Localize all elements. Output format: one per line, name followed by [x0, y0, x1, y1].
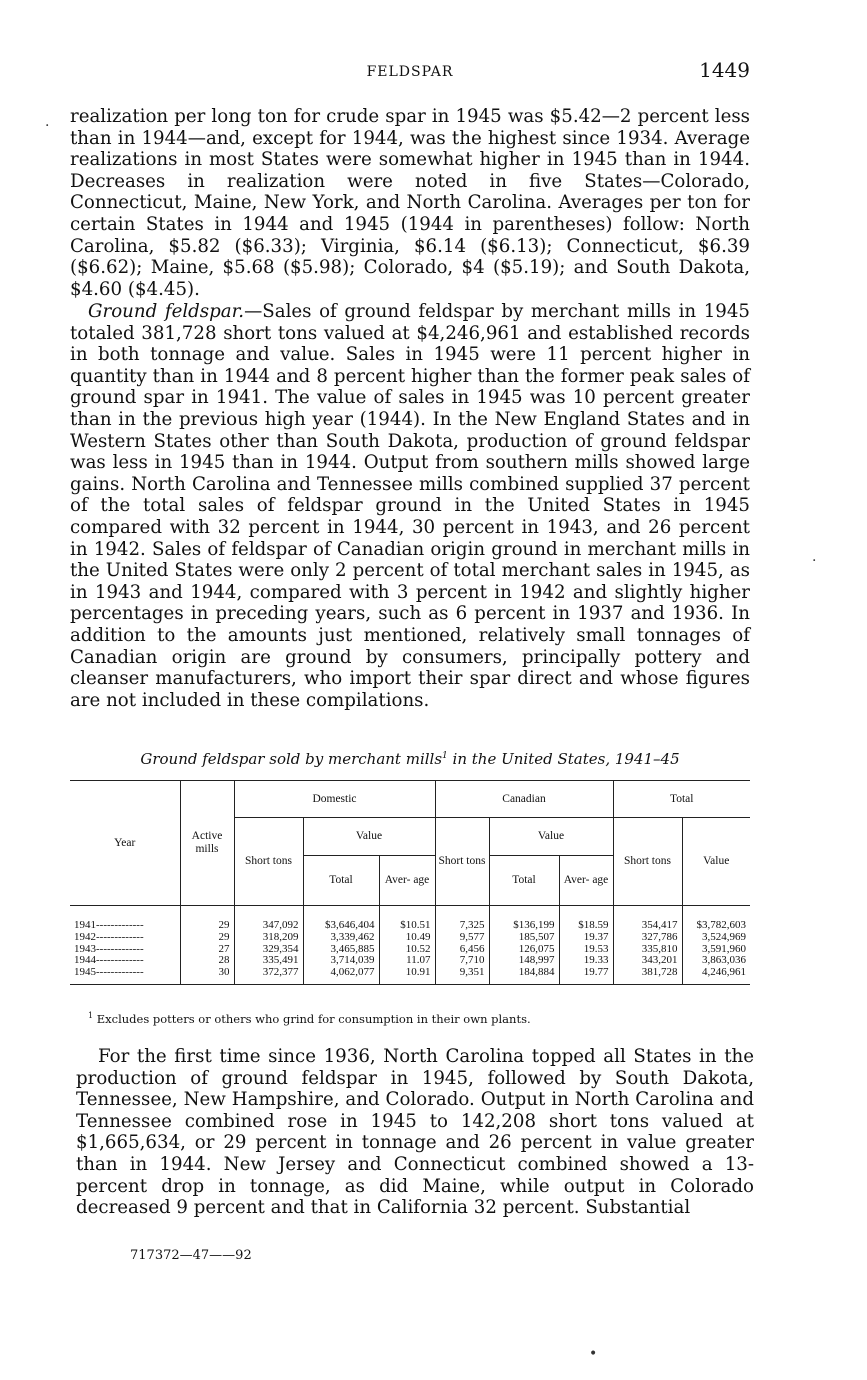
header-canadian: Canadian — [435, 781, 613, 818]
header-active-mills: Active mills — [180, 781, 234, 906]
header-canadian-average: Aver- age — [559, 856, 613, 906]
cell-c-total: 148,997 — [489, 955, 559, 967]
feldspar-sales-table — [70, 780, 750, 985]
cell-t-value: $3,782,603 — [682, 906, 750, 932]
cell-c-avg: 19.37 — [559, 932, 613, 944]
cell-t-tons: 343,201 — [613, 955, 682, 967]
cell-t-value: 4,246,961 — [682, 967, 750, 984]
header-domestic: Domestic — [234, 781, 435, 818]
table-caption — [70, 750, 750, 768]
cell-d-avg: 10.49 — [379, 932, 435, 944]
cell-d-total: $3,646,404 — [303, 906, 379, 932]
print-code: 717372—47——92 — [130, 1248, 252, 1263]
cell-year: 1943------------- — [74, 943, 144, 955]
cell-t-tons: 354,417 — [613, 906, 682, 932]
header-domestic-average: Aver- age — [379, 856, 435, 906]
cell-d-tons: 347,092 — [234, 906, 303, 932]
footnote-mark: 1 — [88, 1011, 94, 1020]
cell-t-tons: 327,786 — [613, 932, 682, 944]
cell-year: 1945------------- — [74, 967, 144, 979]
table-caption-text: Ground feldspar sold by merchant mills — [140, 750, 443, 768]
cell-c-tons: 9,577 — [435, 932, 489, 944]
header-domestic-value: Value — [303, 818, 435, 856]
body-paragraph-2 — [70, 301, 750, 711]
cell-year: 1941------------- — [70, 906, 180, 932]
header-total-short-tons: Short tons — [613, 818, 682, 906]
cell-year: 1944------------- — [74, 955, 144, 967]
cell-c-avg: 19.33 — [559, 955, 613, 967]
table-body — [70, 906, 750, 985]
cell-t-value: 3,863,036 — [682, 955, 750, 967]
section-lead-ground-feldspar: Ground feldspar. — [88, 301, 245, 322]
table-footnote — [88, 1011, 531, 1026]
header-canadian-value: Value — [489, 818, 613, 856]
cell-c-avg: 19.53 — [559, 944, 613, 956]
page-number: 1449 — [699, 58, 750, 82]
cell-d-tons: 335,491 — [234, 955, 303, 967]
cell-c-total: $136,199 — [489, 906, 559, 932]
cell-d-total: 4,062,077 — [303, 967, 379, 984]
stray-mark: • — [589, 1346, 598, 1362]
cell-mills: 30 — [180, 967, 234, 984]
cell-d-avg: 10.91 — [379, 967, 435, 984]
running-title: FELDSPAR — [366, 64, 454, 80]
header-domestic-value-total: Total — [303, 856, 379, 906]
cell-d-total: 3,339,462 — [303, 932, 379, 944]
header-total: Total — [613, 781, 750, 818]
table-row — [70, 932, 750, 944]
cell-c-tons: 7,710 — [435, 955, 489, 967]
cell-c-tons: 6,456 — [435, 944, 489, 956]
cell-t-value: 3,591,960 — [682, 944, 750, 956]
body-paragraph-1: realization per long ton for crude spar in 1945 was $5.42—2 percent less than in 1944—and, except for 1944, was the highest since 1934. Average realizations in most States were somewhat higher in 1945 than in 1944. Decreases in realization were noted in five States—Colorado, Connecticut, Maine, New York, and North Carolina. Averages per ton for certain States in 1944 and 1945 (1944 in parentheses) follow: North Carolina, $5.82 ($6.33); Virginia, $6.14 ($6.13); Connecticut, $6.39 ($6.62); Maine, $5.68 ($5.98); Colorado, $4 ($5.19); and South Dakota, $4.60 ($4.45). — [70, 106, 750, 300]
body-paragraph-2-text: —Sales of ground feldspar by merchant mills in 1945 totaled 381,728 short tons valued at $4,246,961 and established records in both tonnage and value. Sales in 1945 were 11 percent higher in quantity than in 1944 and 8 percent higher than the former peak sales of ground spar in 1941. The value of sales in 1945 was 10 percent greater than in the previous high year (1944). In the New England States and in Western States other than South Dakota, production of ground feldspar was less in 1945 than in 1944. Output from southern mills showed large gains. North Carolina and Tennessee mills combined supplied 37 percent of the total sales of feldspar ground in the United States in 1945 compared with 32 percent in 1944, 30 percent in 1943, and 26 percent in 1942. Sales of feldspar of Canadian origin ground in merchant mills in the United States were only 2 percent of total merchant sales in 1945, as in 1943 and 1944, compared with 3 percent in 1942 and slightly higher percentages in preceding years, such as 6 percent in 1937 and 1936. In addition to the amounts just mentioned, relatively small tonnages of Canadian origin are ground by consumers, principally pottery and cleanser manufacturers, who import their spar direct and whose figures are not included in these compilations. — [70, 301, 750, 711]
cell-t-tons: 335,810 — [613, 944, 682, 956]
cell-mills: 29 — [180, 906, 234, 932]
footnote-text: Excludes potters or others who grind for consumption in their own plants. — [93, 1011, 531, 1026]
cell-c-tons: 9,351 — [435, 967, 489, 984]
header-canadian-value-total: Total — [489, 856, 559, 906]
cell-d-tons: 372,377 — [234, 967, 303, 984]
header-domestic-short-tons: Short tons — [234, 818, 303, 906]
table-caption-footnote-ref: 1 — [442, 751, 448, 761]
body-paragraph-3: For the first time since 1936, North Carolina topped all States in the production of ground feldspar in 1945, followed by South Dakota, Tennessee, New Hampshire, and Colorado. Output in North Carolina and Tennessee combined rose in 1945 to 142,208 short tons valued at $1,665,634, or 29 percent in tonnage and 26 percent in value greater than in 1944. New Jersey and Connecticut combined showed a 13-percent drop in tonnage, as did Maine, while output in Colorado decreased 9 percent and that in California 32 percent. Substantial — [76, 1046, 754, 1219]
cell-d-avg: 11.07 — [379, 955, 435, 967]
cell-c-total: 184,884 — [489, 967, 559, 984]
table-caption-text-end: in the United States, 1941–45 — [447, 750, 680, 768]
cell-mills: 29 — [180, 932, 234, 944]
table-row — [70, 906, 750, 932]
cell-d-avg: $10.51 — [379, 906, 435, 932]
cell-c-avg: $18.59 — [559, 906, 613, 932]
cell-d-total: 3,714,039 — [303, 955, 379, 967]
cell-d-tons: 329,354 — [234, 944, 303, 956]
cell-d-avg: 10.52 — [379, 944, 435, 956]
cell-mills: 27 — [180, 944, 234, 956]
stray-mark: · — [45, 118, 50, 134]
cell-c-total: 126,075 — [489, 944, 559, 956]
stray-mark: · — [812, 553, 817, 569]
cell-year: 1942------------- — [74, 931, 144, 943]
header-canadian-short-tons: Short tons — [435, 818, 489, 906]
cell-d-total: 3,465,885 — [303, 944, 379, 956]
table-row — [70, 967, 750, 984]
cell-mills: 28 — [180, 955, 234, 967]
cell-t-value: 3,524,969 — [682, 932, 750, 944]
cell-c-total: 185,507 — [489, 932, 559, 944]
cell-c-avg: 19.77 — [559, 967, 613, 984]
cell-d-tons: 318,209 — [234, 932, 303, 944]
header-year: Year — [70, 781, 180, 906]
cell-t-tons: 381,728 — [613, 967, 682, 984]
running-header — [70, 58, 750, 84]
header-total-value: Value — [682, 818, 750, 906]
cell-c-tons: 7,325 — [435, 906, 489, 932]
